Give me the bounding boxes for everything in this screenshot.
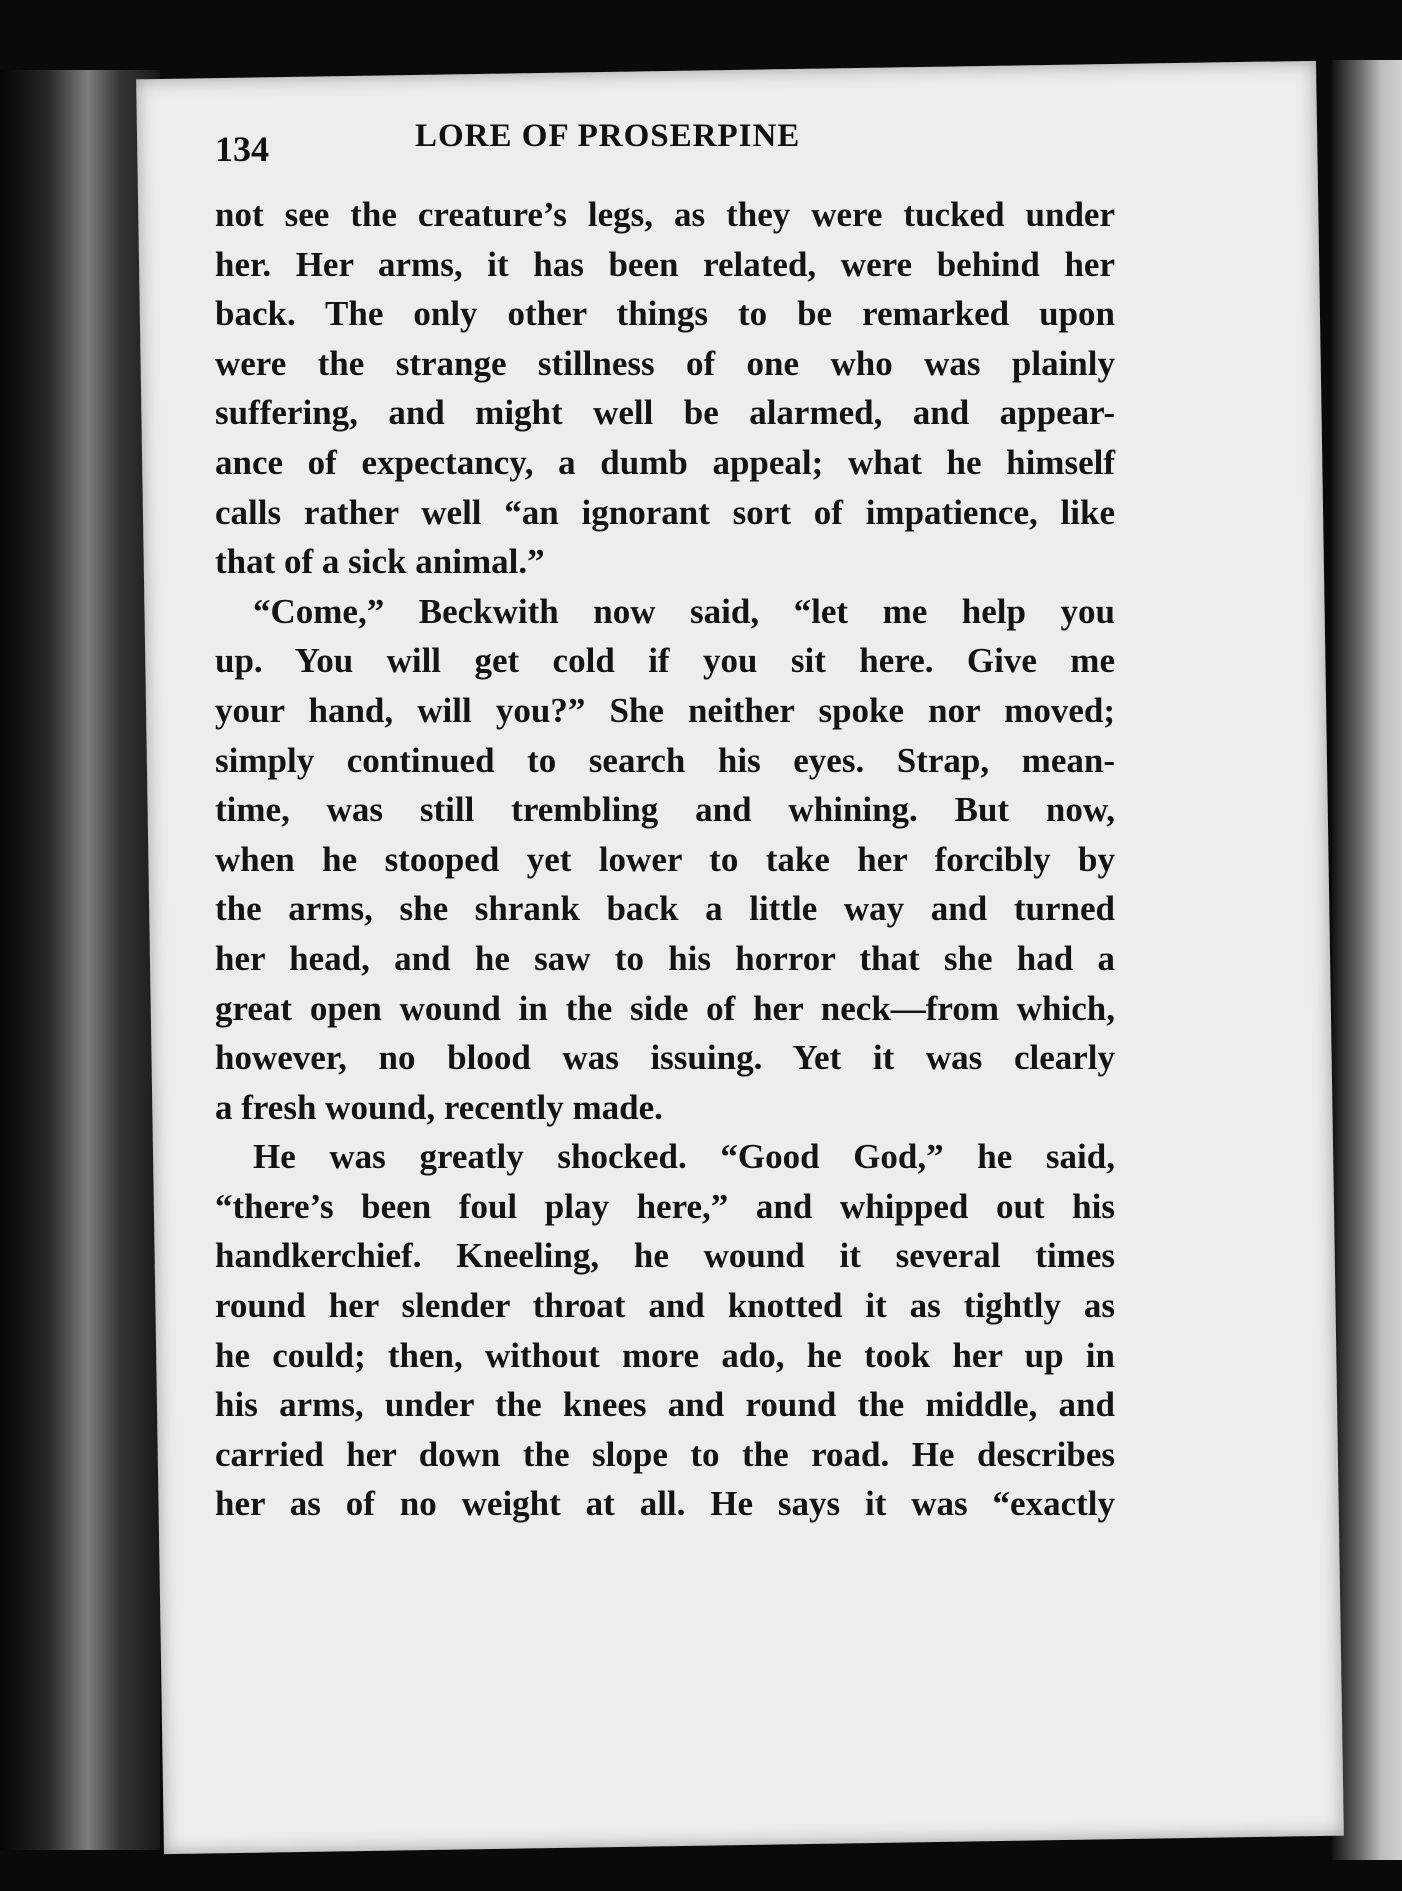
text-line: handkerchief. Kneeling, he wound it several times	[215, 1236, 1115, 1276]
text-line: he could; then, without more ado, he took her up in	[215, 1335, 1115, 1375]
text-line: a fresh wound, recently made.	[215, 1087, 663, 1127]
text-line: his arms, under the knees and round the middle, and	[215, 1385, 1115, 1425]
text-line: suffering, and might well be alarmed, and appear-	[215, 393, 1115, 433]
text-line: not see the creature’s legs, as they were tucked under	[215, 195, 1115, 234]
book-gutter-edge	[0, 70, 160, 1850]
page-header	[215, 118, 1135, 178]
text-line: her. Her arms, it has been related, were behind her	[215, 244, 1115, 284]
text-line: her head, and he saw to his horror that she had a	[215, 938, 1115, 978]
text-line: time, was still trembling and whining. But now,	[215, 790, 1115, 830]
text-line: the arms, she shrank back a little way and turned	[215, 889, 1115, 929]
text-line: round her slender throat and knotted it as tightly as	[215, 1286, 1115, 1326]
text-line: “Come,” Beckwith now said, “let me help you	[253, 591, 1115, 631]
text-line: however, no blood was issuing. Yet it was clearly	[215, 1038, 1115, 1078]
page-number: 134	[215, 129, 269, 169]
text-line: her as of no weight at all. He says it was “exactly	[215, 1484, 1115, 1524]
text-line: calls rather well “an ignorant sort of impatience, like	[215, 492, 1115, 532]
text-line: simply continued to search his eyes. Strap, mean-	[215, 740, 1115, 780]
body-text	[215, 190, 1115, 1529]
text-line: back. The only other things to be remarked upon	[215, 294, 1115, 334]
adjacent-page-edge	[1332, 60, 1402, 1860]
text-line: when he stooped yet lower to take her forcibly by	[215, 839, 1115, 879]
text-line: “there’s been foul play here,” and whipped out his	[215, 1186, 1115, 1226]
text-line: up. You will get cold if you sit here. Give me	[215, 641, 1115, 681]
text-line: great open wound in the side of her neck—from which,	[215, 988, 1115, 1028]
running-title: LORE OF PROSERPINE	[415, 118, 801, 154]
text-line: were the strange stillness of one who was plainly	[215, 343, 1115, 383]
text-line: your hand, will you?” She neither spoke nor moved;	[215, 690, 1115, 730]
text-line: He was greatly shocked. “Good God,” he said,	[253, 1137, 1115, 1177]
text-line: that of a sick animal.”	[215, 542, 545, 582]
text-line: ance of expectancy, a dumb appeal; what he himself	[215, 442, 1115, 482]
text-line: carried her down the slope to the road. He describes	[215, 1434, 1115, 1474]
